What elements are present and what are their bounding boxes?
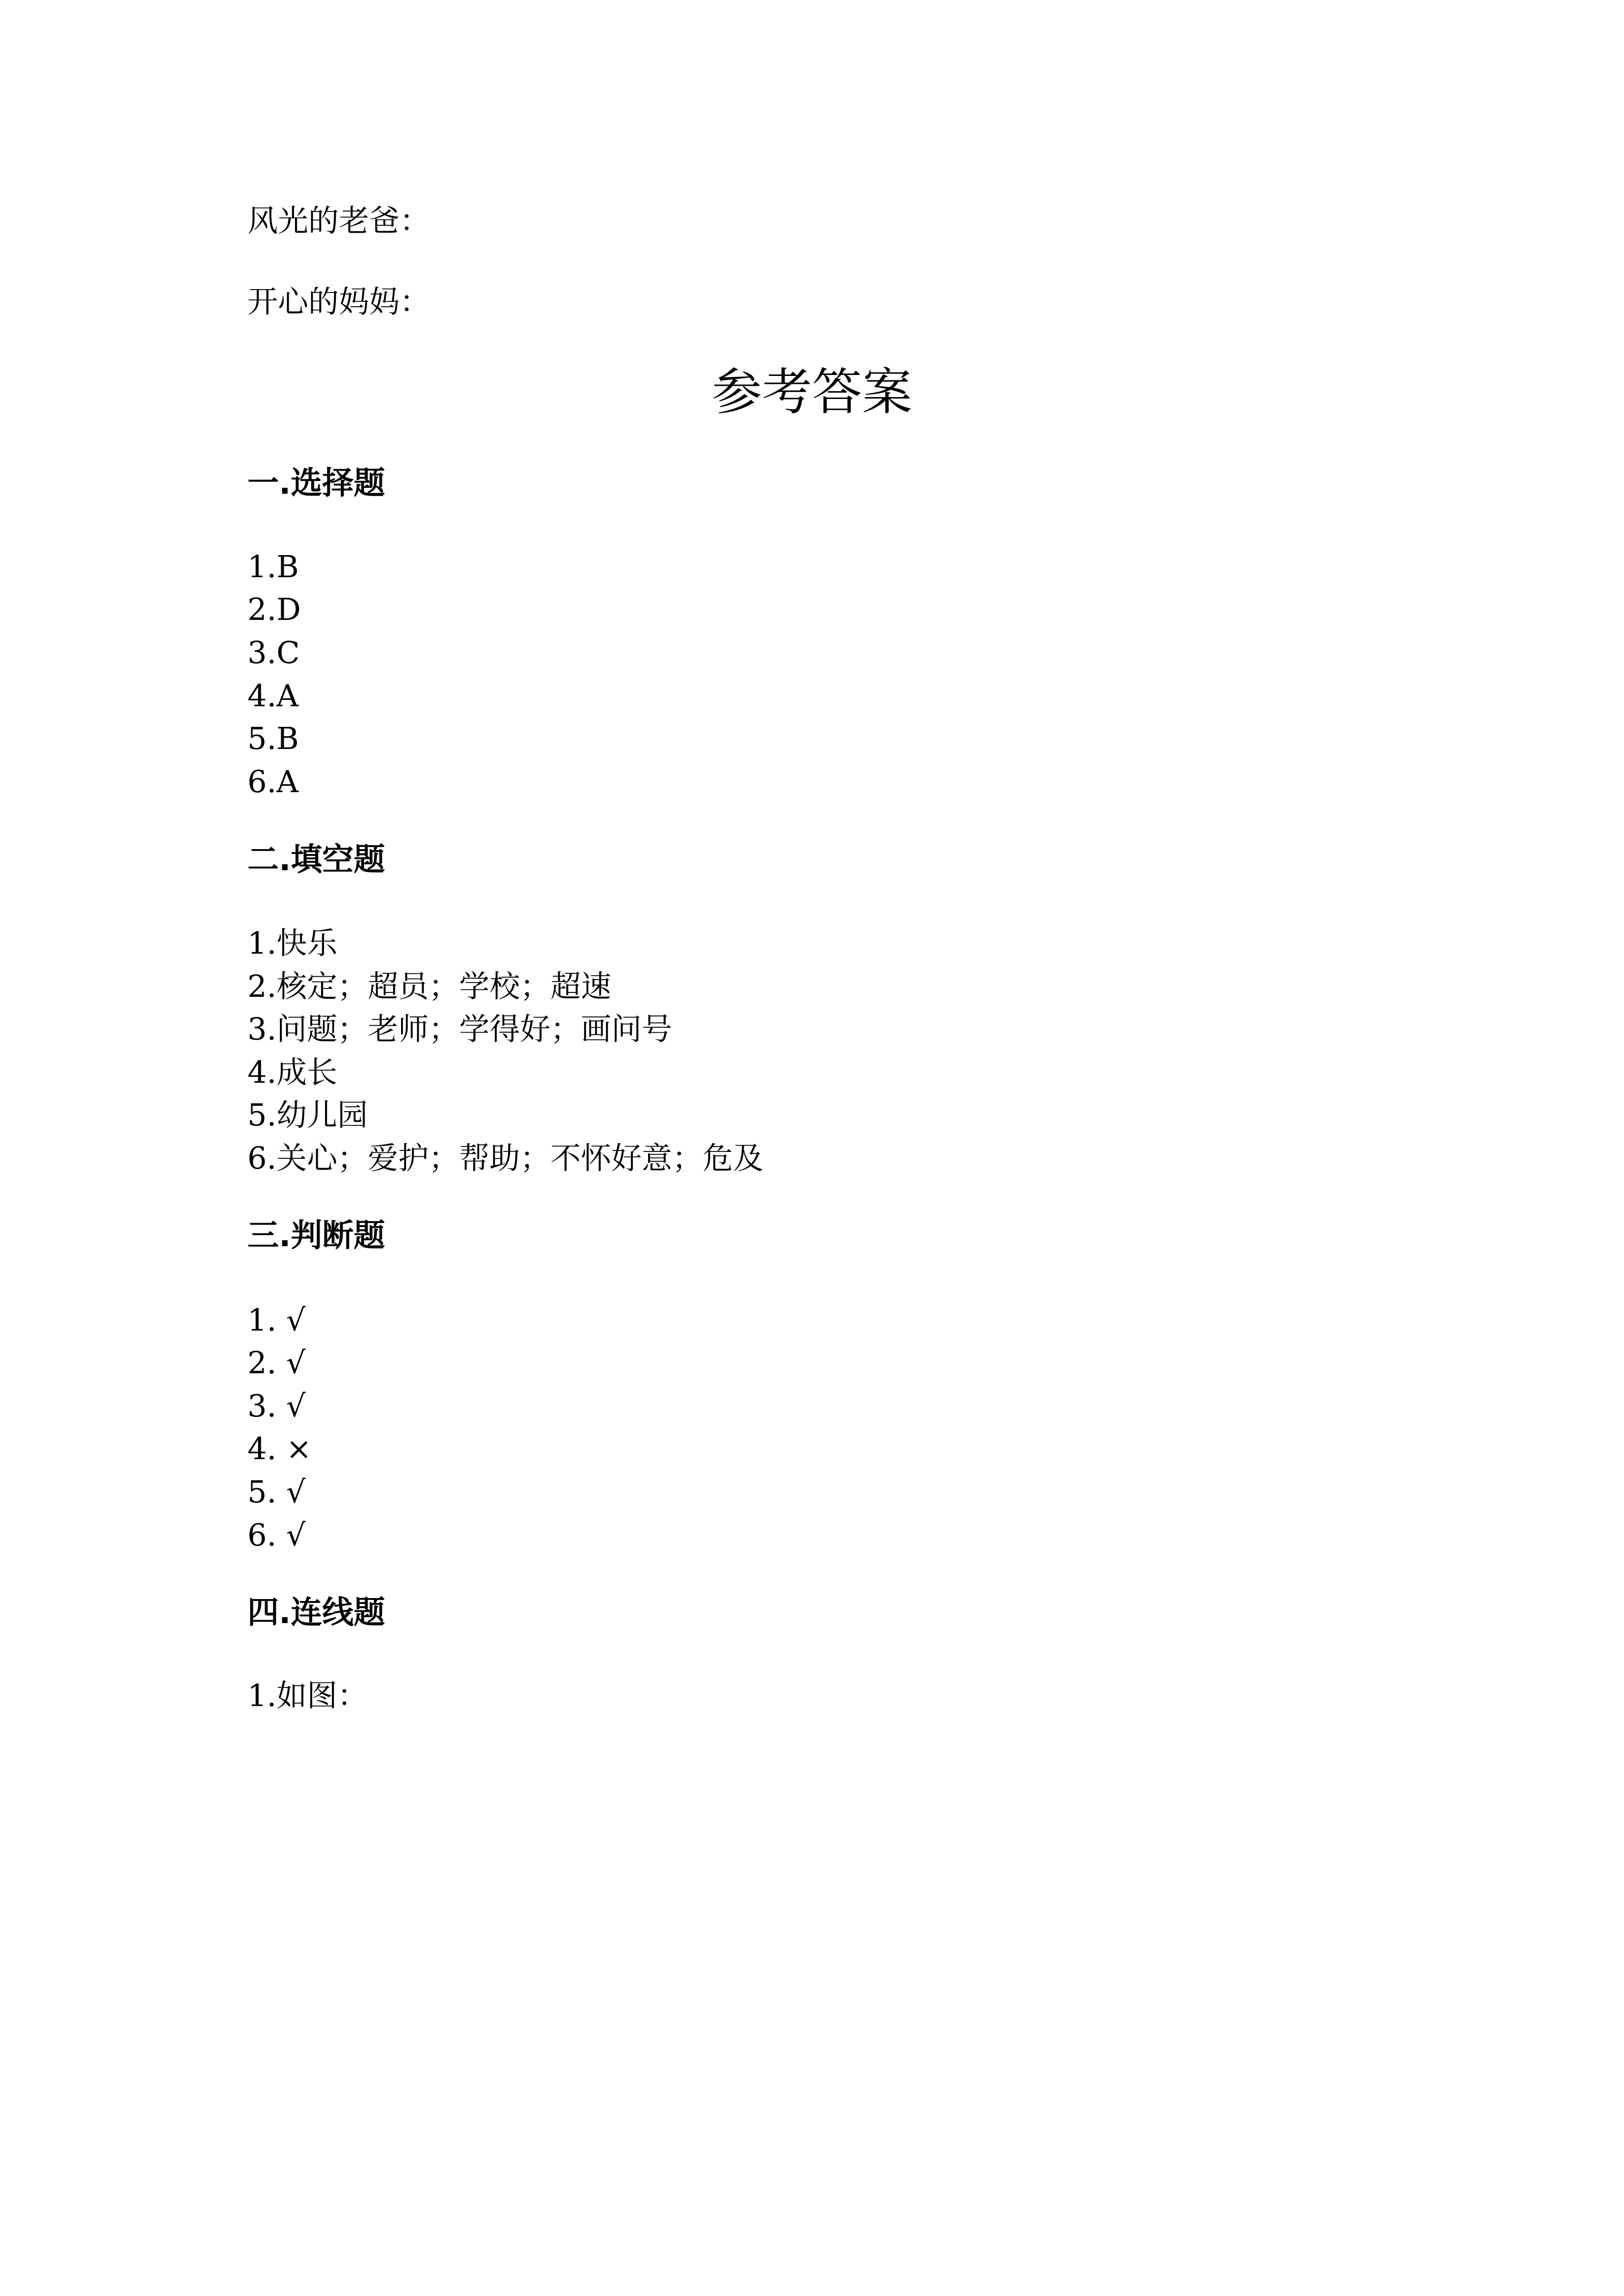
answer-item: 3.问题；老师；学得好；画问号 — [247, 1011, 673, 1047]
section-heading-matching: 四.连线题 — [247, 1595, 385, 1631]
answer-item: 6. √ — [247, 1517, 306, 1553]
section-heading-true-false: 三.判断题 — [247, 1218, 385, 1254]
answer-item: 4.成长 — [247, 1054, 338, 1090]
answer-item: 5. √ — [247, 1474, 306, 1510]
answer-item: 1.如图： — [247, 1678, 368, 1713]
answer-item: 5.B — [247, 721, 299, 756]
answer-item: 5.幼儿园 — [247, 1097, 368, 1133]
answer-item: 1.快乐 — [247, 925, 338, 961]
answer-item: 2.D — [247, 591, 301, 627]
section-heading-fill-blank: 二.填空题 — [247, 842, 385, 878]
answer-item: 4. × — [247, 1431, 312, 1467]
section-heading-choice: 一.选择题 — [247, 465, 385, 502]
answer-item: 3. √ — [247, 1388, 306, 1424]
answer-item: 6.关心；爱护；帮助；不怀好意；危及 — [247, 1140, 764, 1176]
answer-item: 2. √ — [247, 1345, 306, 1381]
answer-item: 1.B — [247, 549, 299, 585]
answer-item: 6.A — [247, 764, 298, 800]
answer-item: 4.A — [247, 678, 298, 714]
page-title: 参考答案 — [712, 363, 912, 422]
answer-item: 1. √ — [247, 1302, 306, 1338]
answer-item: 2.核定；超员；学校；超速 — [247, 968, 612, 1004]
answer-item: 3.C — [247, 635, 300, 670]
intro-line-father: 风光的老爸： — [247, 203, 431, 239]
intro-line-mother: 开心的妈妈： — [247, 284, 431, 320]
